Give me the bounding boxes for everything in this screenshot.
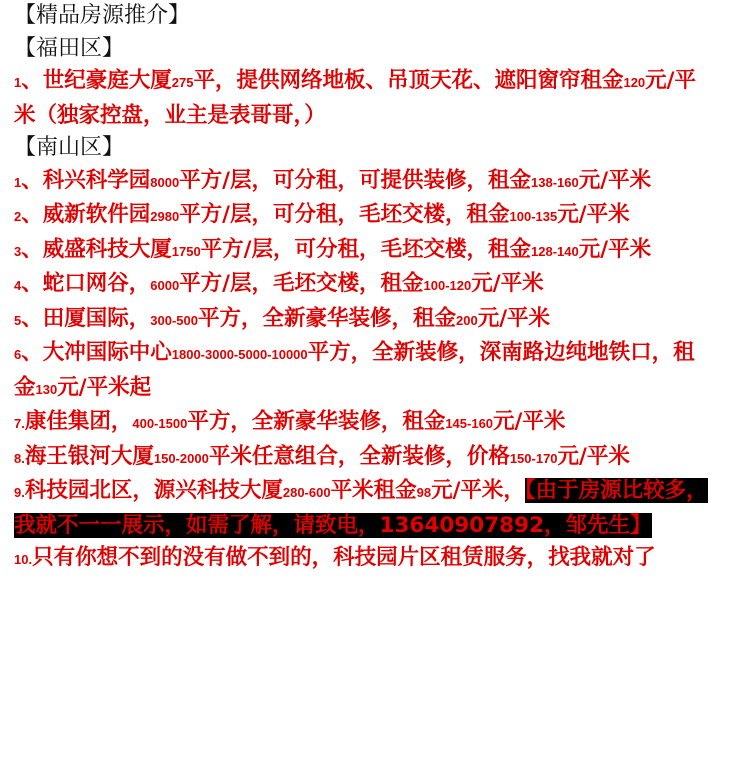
listing-text: 元/平米 bbox=[578, 236, 652, 262]
listing-text: 、蛇口网谷， bbox=[21, 271, 151, 296]
listing-figure: 98 bbox=[416, 485, 432, 500]
listing-item bbox=[14, 441, 714, 476]
listing-text: 元/平米 bbox=[493, 409, 566, 434]
listing-figure: 130 bbox=[35, 381, 58, 397]
listing-figure: 2980 bbox=[150, 209, 180, 224]
listing-text: 、世纪豪庭大厦 bbox=[21, 68, 172, 93]
listing-item bbox=[14, 65, 714, 132]
listing-number: 5 bbox=[14, 312, 22, 328]
listing-figure: 280-600 bbox=[282, 485, 331, 500]
listing-text: 、威盛科技大厦 bbox=[21, 236, 172, 262]
listing-figure: 1800-3000-5000-10000 bbox=[171, 347, 308, 362]
listing-number: 1 bbox=[14, 75, 22, 90]
listing-text: 平方，全新豪华装修，租金 bbox=[187, 409, 446, 434]
listing-item bbox=[14, 406, 714, 441]
listing-text: 元/平米 bbox=[557, 443, 630, 469]
listing-number: 3 bbox=[14, 243, 22, 259]
listing-text: 只有你想不到的没有做不到的，科技园片区租赁服务，找我就对了 bbox=[32, 545, 656, 570]
listing-figure: 6000 bbox=[150, 278, 180, 293]
listing-document bbox=[14, 0, 714, 577]
listing-figure: 100-135 bbox=[509, 209, 558, 224]
listing-item bbox=[14, 268, 714, 303]
listing-figure: 120 bbox=[623, 75, 646, 90]
listing-item bbox=[14, 303, 714, 338]
listing-text: 平米租金 bbox=[330, 478, 417, 503]
listing-number: 1 bbox=[14, 174, 22, 190]
listing-number: 10. bbox=[14, 552, 33, 567]
listing-text: 元/平米 bbox=[557, 202, 630, 227]
listing-figure: 200 bbox=[455, 312, 478, 328]
listing-figure: 300-500 bbox=[150, 312, 198, 328]
listing-number: 4 bbox=[14, 278, 22, 293]
listing-figure: 145-160 bbox=[445, 416, 494, 431]
listing-figure: 8000 bbox=[150, 174, 180, 190]
listing-text: 、科兴科学园 bbox=[21, 167, 151, 193]
listing-text: 平方/层，可分租，毛坯交楼，租金 bbox=[179, 202, 510, 227]
listing-item bbox=[14, 199, 714, 234]
listing-item bbox=[14, 542, 714, 577]
listing-figure: 150-2000 bbox=[153, 450, 209, 466]
futian-listings bbox=[14, 65, 714, 132]
listing-text: 海王银河大厦 bbox=[24, 443, 154, 469]
section-heading-nanshan: 【南山区】 bbox=[14, 135, 125, 160]
listing-item bbox=[14, 234, 714, 269]
listing-text: 平方，全新豪华装修，租金 bbox=[197, 305, 456, 331]
listing-text: 元/平米 bbox=[477, 305, 551, 331]
listing-text: 平，提供网络地板、吊顶天花、遮阳窗帘租金 bbox=[193, 68, 624, 93]
listing-item bbox=[14, 165, 714, 200]
listing-text: 平方/层，毛坯交楼，租金 bbox=[179, 271, 424, 296]
listing-figure: 275 bbox=[171, 75, 194, 90]
listing-text: 元/平米 bbox=[578, 167, 652, 193]
listing-figure: 100-120 bbox=[423, 278, 472, 293]
listing-number: 7. bbox=[14, 416, 25, 431]
listing-figure: 400-1500 bbox=[132, 416, 188, 431]
listing-text: 平方/层，可分租，可提供装修，租金 bbox=[179, 167, 532, 193]
listing-text: 、田厦国际， bbox=[21, 305, 151, 331]
contact-highlight: 【由于房源比较多，我就不一一展示，如需了解，请致电，13640907892，邹先生】 bbox=[14, 478, 708, 538]
listing-text: 康佳集团， bbox=[24, 409, 133, 434]
nanshan-listings bbox=[14, 165, 714, 577]
listing-figure: 138-160 bbox=[531, 174, 579, 190]
listing-number: 6 bbox=[14, 347, 22, 362]
listing-item bbox=[14, 475, 714, 542]
listing-number: 9. bbox=[14, 485, 25, 500]
listing-text: 平方/层，可分租，毛坯交楼，租金 bbox=[200, 236, 532, 262]
document-title: 【精品房源推介】 bbox=[14, 3, 191, 28]
listing-text: 元/平米（独家控盘，业主是表哥哥，） bbox=[14, 68, 697, 128]
listing-figure: 128-140 bbox=[531, 243, 579, 259]
listing-text: 元/平米 bbox=[471, 271, 544, 296]
listing-figure: 1750 bbox=[171, 243, 201, 259]
listing-figure: 150-170 bbox=[509, 450, 558, 466]
listing-item bbox=[14, 337, 714, 406]
listing-text: 、大冲国际中心 bbox=[21, 340, 172, 365]
section-heading-futian: 【福田区】 bbox=[14, 35, 125, 61]
listing-text: 、威新软件园 bbox=[21, 202, 151, 227]
listing-text: 元/平米， bbox=[431, 478, 525, 503]
listing-text: 平米任意组合，全新装修，价格 bbox=[208, 443, 510, 469]
listing-number: 8. bbox=[14, 450, 25, 466]
listing-text: 科技园北区，源兴科技大厦 bbox=[24, 478, 283, 503]
listing-text: 平方，全新装修，深南路边纯地铁口，租金 bbox=[14, 340, 695, 400]
listing-text: 元/平米起 bbox=[57, 374, 152, 400]
listing-number: 2 bbox=[14, 209, 22, 224]
